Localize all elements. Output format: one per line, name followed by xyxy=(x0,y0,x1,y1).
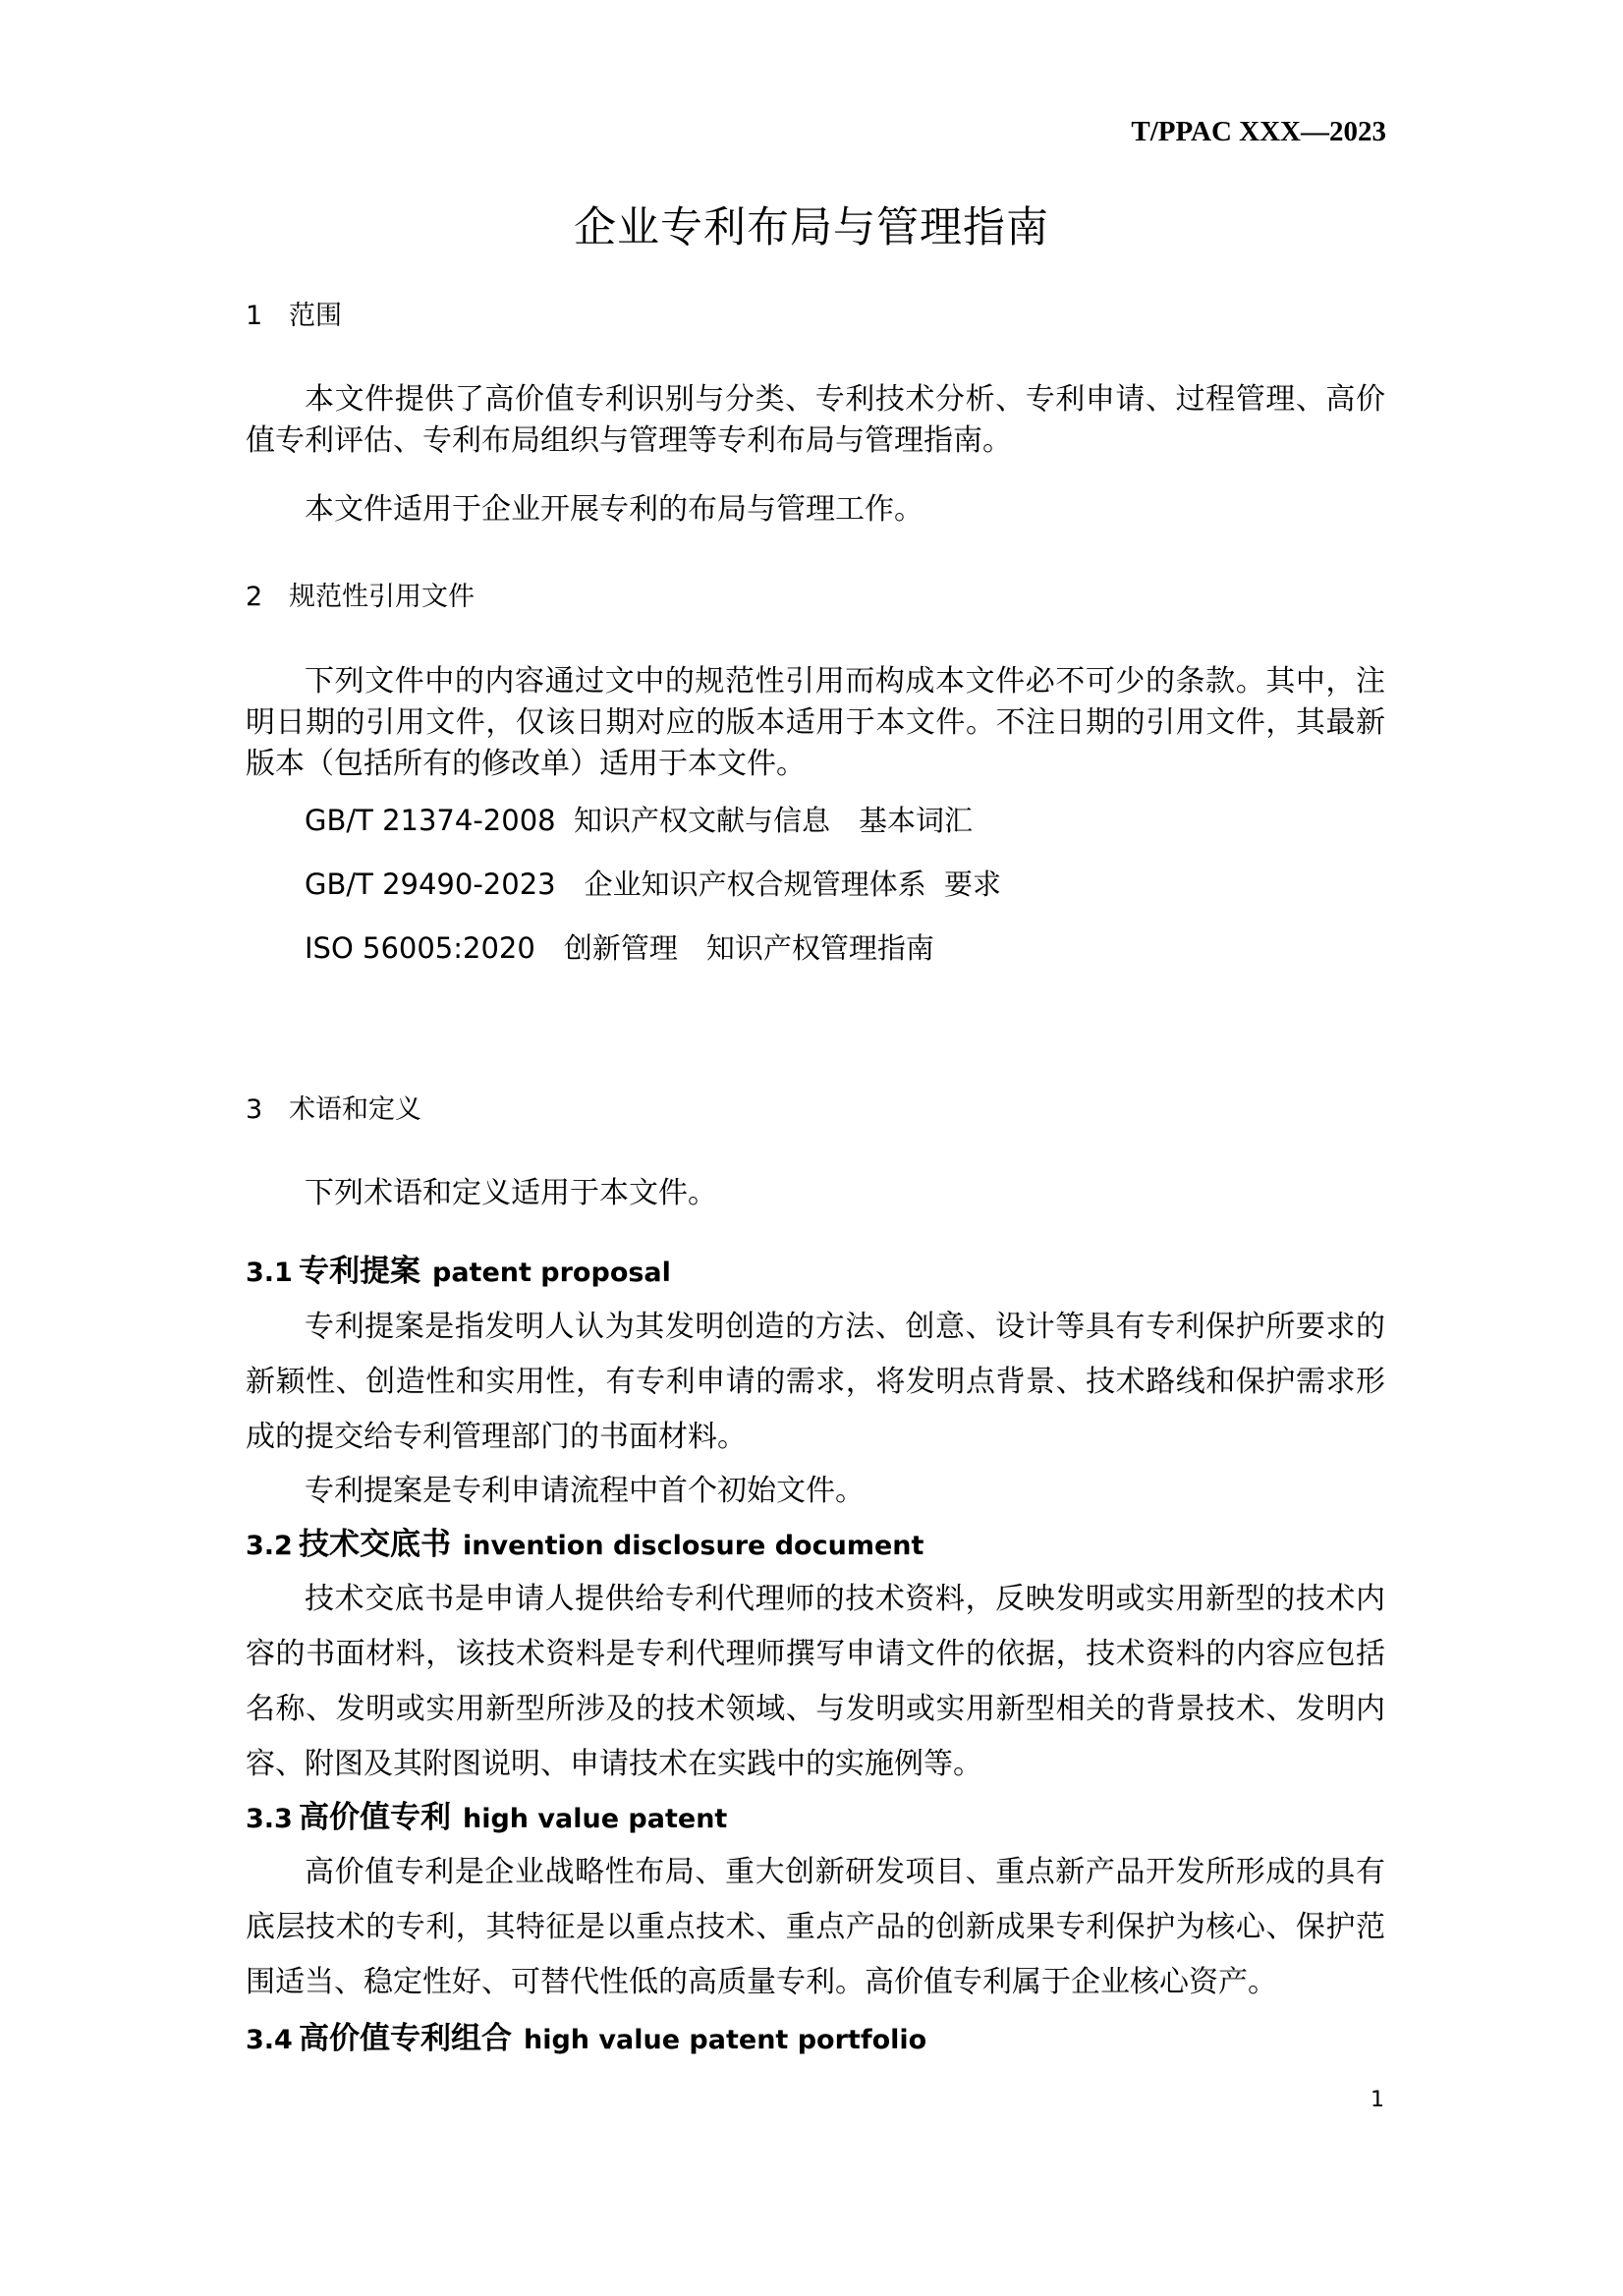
term-heading xyxy=(246,1525,1385,1564)
term-en: invention disclosure document xyxy=(463,1531,924,1561)
section-2 xyxy=(246,578,1385,617)
paragraph: 专利提案是专利申请流程中首个初始文件。 xyxy=(305,1474,865,1508)
term-zh: 技术交底书 xyxy=(299,1527,451,1562)
section-heading xyxy=(246,578,1385,617)
term-heading xyxy=(246,1252,1385,1291)
section-number: 3 xyxy=(246,1094,263,1125)
document-title: 企业专利布局与管理指南 xyxy=(574,203,1049,252)
term-en: high value patent portfolio xyxy=(524,2025,927,2055)
paragraph: 下列术语和定义适用于本文件。 xyxy=(305,1176,717,1210)
term-3-3 xyxy=(246,1798,1385,1837)
reference-list-2 xyxy=(246,865,1385,904)
paragraph: 本文件适用于企业开展专利的布局与管理工作。 xyxy=(305,492,923,527)
reference-item: GB/T 29490-2023 企业知识产权合规管理体系 要求 xyxy=(305,868,1002,901)
term-en: patent proposal xyxy=(432,1258,671,1288)
section-title: 规范性引用文件 xyxy=(289,582,475,612)
reference-item: GB/T 21374-2008 知识产权文献与信息 基本词汇 xyxy=(305,804,974,837)
section-1 xyxy=(246,297,1385,336)
term-3-4 xyxy=(246,2019,1385,2058)
term-3-3-body xyxy=(246,1845,1385,2010)
term-3-1-body xyxy=(246,1300,1385,1465)
section-1-body xyxy=(246,379,1385,462)
section-3-body xyxy=(246,1173,1385,1214)
paragraph: 高价值专利是企业战略性布局、重大创新研发项目、重点新产品开发所形成的具有底层技术的专利，其特征是以重点技术、重点产品的创新成果专利保护为核心、保护范围适当、稳定性好、可替代性低的高质量专利。高价值专利属于企业核心资产。 xyxy=(246,1855,1385,1999)
section-heading xyxy=(246,297,1385,336)
paragraph: 技术交底书是申请人提供给专利代理师的技术资料，反映发明或实用新型的技术内容的书面材料，该技术资料是专利代理师撰写申请文件的依据，技术资料的内容应包括名称、发明或实用新型所涉及的技术领域、与发明或实用新型相关的背景技术、发明内容、附图及其附图说明、申请技术在实践中的实施例等。 xyxy=(246,1582,1385,1781)
term-3-1 xyxy=(246,1252,1385,1291)
section-title: 术语和定义 xyxy=(289,1094,421,1125)
term-3-1-body-2 xyxy=(246,1464,1385,1519)
term-3-2-body xyxy=(246,1572,1385,1792)
section-1-body-2 xyxy=(246,489,1385,531)
term-zh: 专利提案 xyxy=(299,1254,420,1289)
term-zh: 高价值专利 xyxy=(299,1800,451,1835)
paragraph: 本文件提供了高价值专利识别与分类、专利技术分析、专利申请、过程管理、高价值专利评估、专利布局组织与管理等专利布局与管理指南。 xyxy=(246,382,1385,458)
section-title: 范围 xyxy=(289,301,342,331)
section-number: 1 xyxy=(246,301,263,331)
term-heading xyxy=(246,1798,1385,1837)
section-2-body xyxy=(246,661,1385,785)
term-number: 3.1 xyxy=(246,1258,293,1288)
paragraph: 专利提案是指发明人认为其发明创造的方法、创意、设计等具有专利保护所要求的新颖性、创造性和实用性，有专利申请的需求，将发明点背景、技术路线和保护需求形成的提交给专利管理部门的书面材料。 xyxy=(246,1310,1385,1454)
term-number: 3.4 xyxy=(246,2025,293,2055)
reference-list xyxy=(246,801,1385,840)
paragraph: 下列文件中的内容通过文中的规范性引用而构成本文件必不可少的条款。其中，注明日期的引用文件，仅该日期对应的版本适用于本文件。不注日期的引用文件，其最新版本（包括所有的修改单）适用于本文件。 xyxy=(246,664,1385,781)
standard-code: T/PPAC XXX—2023 xyxy=(1131,116,1386,147)
section-number: 2 xyxy=(246,582,263,612)
section-heading xyxy=(246,1091,1385,1130)
term-en: high value patent xyxy=(463,1804,728,1834)
term-3-2 xyxy=(246,1525,1385,1564)
reference-list-3 xyxy=(246,928,1385,968)
reference-item: ISO 56005:2020 创新管理 知识产权管理指南 xyxy=(305,931,934,965)
section-3 xyxy=(246,1091,1385,1130)
term-heading xyxy=(246,2019,1385,2058)
term-zh: 高价值专利组合 xyxy=(299,2021,512,2056)
term-number: 3.2 xyxy=(246,1531,293,1561)
term-number: 3.3 xyxy=(246,1804,293,1834)
page-number: 1 xyxy=(1371,2088,1384,2112)
